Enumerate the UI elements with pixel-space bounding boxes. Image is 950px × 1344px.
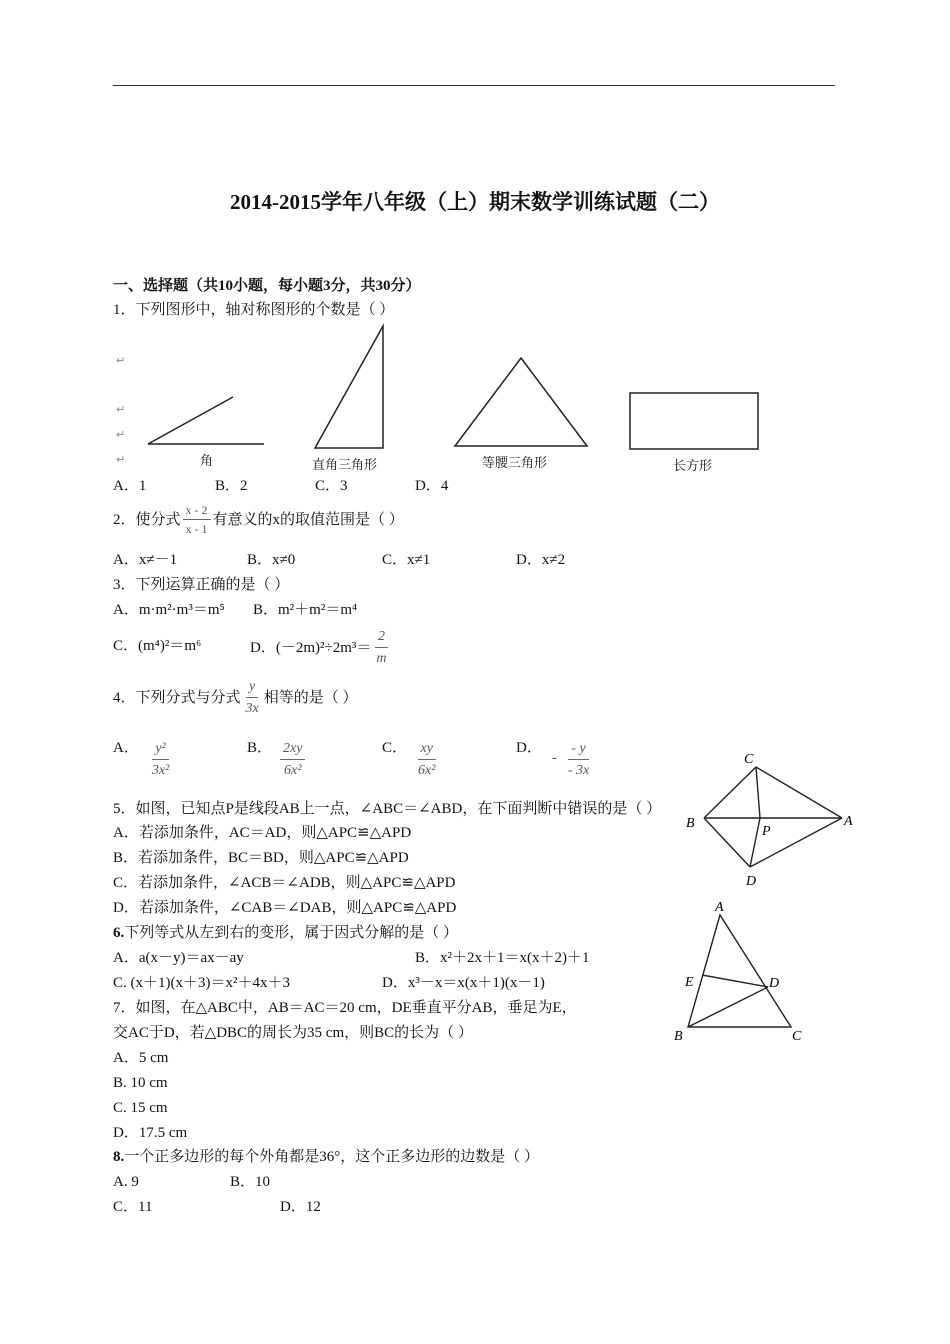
q4-prefix: 4．下列分式与分式 xyxy=(113,689,241,706)
q6-stem-text: 下列等式从左到右的变形，属于因式分解的是（ ） xyxy=(124,925,459,941)
figure-label-right-triangle: 直角三角形 xyxy=(312,458,378,473)
q4-suffix: 相等的是（ ） xyxy=(263,689,358,706)
q4-option-a xyxy=(113,738,174,779)
q6-option-d: D．x³－x＝x(x＋1)(x－1) xyxy=(382,975,545,991)
q6-option-a: A．a(x－y)＝ax－ay xyxy=(113,950,244,966)
return-mark-icon: ↵ xyxy=(116,354,126,367)
section-heading: 一、选择题（共10小题，每小题3分，共30分） xyxy=(113,278,421,294)
q4-option-b-denominator: 6x² xyxy=(284,763,302,778)
q3-option-c: C．(m⁴)²＝m⁶ xyxy=(113,638,202,654)
point-label-d: D xyxy=(769,976,780,991)
q2-option-a: A．x≠－1 xyxy=(113,552,178,568)
q4-option-a-numerator: y² xyxy=(152,740,168,760)
header-rule xyxy=(113,85,835,86)
q4-option-d-numerator: - y xyxy=(568,740,588,760)
q5-option-c: C．若添加条件，∠ACB＝∠ADB，则△APC≌△APD xyxy=(113,875,456,891)
point-label-e: E xyxy=(685,975,694,990)
q7-option-c: C. 15 cm xyxy=(113,1100,168,1116)
q2-prefix: 2．使分式 xyxy=(113,511,181,528)
q4-option-b-numerator: 2xy xyxy=(280,740,305,760)
q4-option-d-label: D． xyxy=(516,740,542,756)
q4-option-b-fraction xyxy=(280,740,305,779)
point-label-a: A xyxy=(715,900,724,915)
page-title: 2014-2015学年八年级（上）期末数学训练试题（二） xyxy=(230,190,720,214)
q4-option-d-sign: - xyxy=(551,750,557,766)
return-mark-icon: ↵ xyxy=(116,403,126,416)
q4-stem xyxy=(113,678,358,717)
q7-figure xyxy=(668,895,818,1045)
q6-option-c: C. (x＋1)(x＋3)＝x²＋4x＋3 xyxy=(113,975,290,991)
q4-option-d-denominator: - 3x xyxy=(567,763,590,778)
q8-number: 8. xyxy=(113,1149,125,1165)
q1-option-b: B．2 xyxy=(215,478,248,494)
point-label-c: C xyxy=(744,752,754,767)
q1-stem: 1．下列图形中，轴对称图形的个数是（ ） xyxy=(113,302,395,318)
q5-option-d: D．若添加条件，∠CAB＝∠DAB，则△APC≌△APD xyxy=(113,900,457,916)
q4-option-c-numerator: xy xyxy=(418,740,436,760)
q2-option-c: C．x≠1 xyxy=(382,552,431,568)
q4-fraction-numerator: y xyxy=(246,678,258,698)
q7-stem-line2: 交AC于D，若△DBC的周长为35 cm，则BC的长为（ ） xyxy=(113,1025,473,1041)
q4-fraction-denominator: 3x xyxy=(245,701,259,716)
q4-option-d-fraction xyxy=(565,740,592,779)
rectangle xyxy=(630,393,758,449)
q3-stem: 3．下列运算正确的是（ ） xyxy=(113,577,290,593)
q2-stem xyxy=(113,503,404,536)
q1-option-c: C．3 xyxy=(315,478,348,494)
q2-suffix: 有意义的x的取值范围是（ ） xyxy=(212,511,404,528)
q8-option-d: D．12 xyxy=(280,1199,321,1215)
q8-option-a: A. 9 xyxy=(113,1174,139,1190)
q4-option-a-label: A． xyxy=(113,740,139,756)
q4-option-c-denominator: 6x² xyxy=(418,763,436,778)
q4-option-c-fraction xyxy=(415,740,438,779)
point-label-a: A xyxy=(844,814,853,829)
q3-option-d-text: D．(－2m)²÷2m³＝ xyxy=(250,639,372,656)
q3-option-d xyxy=(250,628,392,667)
q3-option-d-fraction xyxy=(373,628,389,667)
q1-figures xyxy=(140,320,790,475)
q1-option-a: A．1 xyxy=(113,478,147,494)
q3-option-a: A．m·m²·m³＝m⁵ xyxy=(113,602,225,618)
q4-option-c-label: C． xyxy=(382,740,408,756)
q8-stem-text: 一个正多边形的每个外角都是36°，这个正多边形的边数是（ ） xyxy=(124,1149,540,1165)
q2-fraction xyxy=(183,503,211,536)
segment-ca xyxy=(756,767,842,818)
q5-figure xyxy=(680,745,860,890)
q2-fraction-numerator: x - 2 xyxy=(183,503,211,520)
point-label-c: C xyxy=(792,1029,802,1044)
figure-label-angle: 角 xyxy=(200,454,214,469)
q4-option-b xyxy=(247,738,307,779)
q5-option-a: A．若添加条件，AC＝AD，则△APC≌△APD xyxy=(113,825,412,841)
q7-option-d: D．17.5 cm xyxy=(113,1125,188,1141)
q3-option-b: B．m²＋m²＝m⁴ xyxy=(253,602,358,618)
segment-bd xyxy=(688,987,768,1027)
segment-pd xyxy=(750,818,760,867)
q3-option-d-numerator: 2 xyxy=(375,628,388,648)
q2-option-b: B．x≠0 xyxy=(247,552,296,568)
q6-option-b: B．x²＋2x＋1＝x(x＋2)＋1 xyxy=(415,950,590,966)
q5-option-b: B．若添加条件，BC＝BD，则△APC≌△APD xyxy=(113,850,409,866)
segment-bc xyxy=(704,767,756,818)
q4-option-b-label: B． xyxy=(247,740,273,756)
point-label-b: B xyxy=(674,1029,683,1044)
point-label-b: B xyxy=(686,816,695,831)
q4-option-a-fraction xyxy=(149,740,172,779)
point-label-p: P xyxy=(762,824,771,839)
q1-option-d: D．4 xyxy=(415,478,449,494)
q2-fraction-denominator: x - 1 xyxy=(185,522,208,536)
q5-stem: 5．如图，已知点P是线段AB上一点，∠ABC＝∠ABD，在下面判断中错误的是（ ） xyxy=(113,801,662,817)
triangle-abc xyxy=(688,915,791,1027)
angle-ray-upper xyxy=(148,397,233,444)
segment-ed xyxy=(702,975,768,987)
segment-cp xyxy=(756,767,760,818)
q7-option-b: B. 10 cm xyxy=(113,1075,168,1091)
right-triangle xyxy=(315,326,383,448)
q8-stem xyxy=(113,1147,539,1167)
q8-option-c: C．11 xyxy=(113,1199,153,1215)
q2-option-d: D．x≠2 xyxy=(516,552,566,568)
q6-stem xyxy=(113,923,458,943)
q4-option-d xyxy=(516,738,594,779)
q7-option-a: A．5 cm xyxy=(113,1050,169,1066)
return-mark-icon: ↵ xyxy=(116,453,126,466)
q3-option-d-denominator: m xyxy=(376,651,387,666)
return-mark-icon: ↵ xyxy=(116,428,126,441)
segment-bd xyxy=(704,818,750,867)
isosceles-triangle xyxy=(455,358,587,446)
q4-option-a-denominator: 3x² xyxy=(151,763,170,778)
q4-fraction xyxy=(243,678,262,717)
figure-label-isosceles-triangle: 等腰三角形 xyxy=(482,456,548,471)
q8-option-b: B．10 xyxy=(230,1174,271,1190)
point-label-d: D xyxy=(746,874,757,889)
q7-stem-line1: 7．如图，在△ABC中，AB＝AC＝20 cm，DE垂直平分AB，垂足为E， xyxy=(113,1000,577,1016)
figure-label-rectangle: 长方形 xyxy=(673,459,713,474)
q6-number: 6. xyxy=(113,925,125,941)
q4-option-c xyxy=(382,738,440,779)
